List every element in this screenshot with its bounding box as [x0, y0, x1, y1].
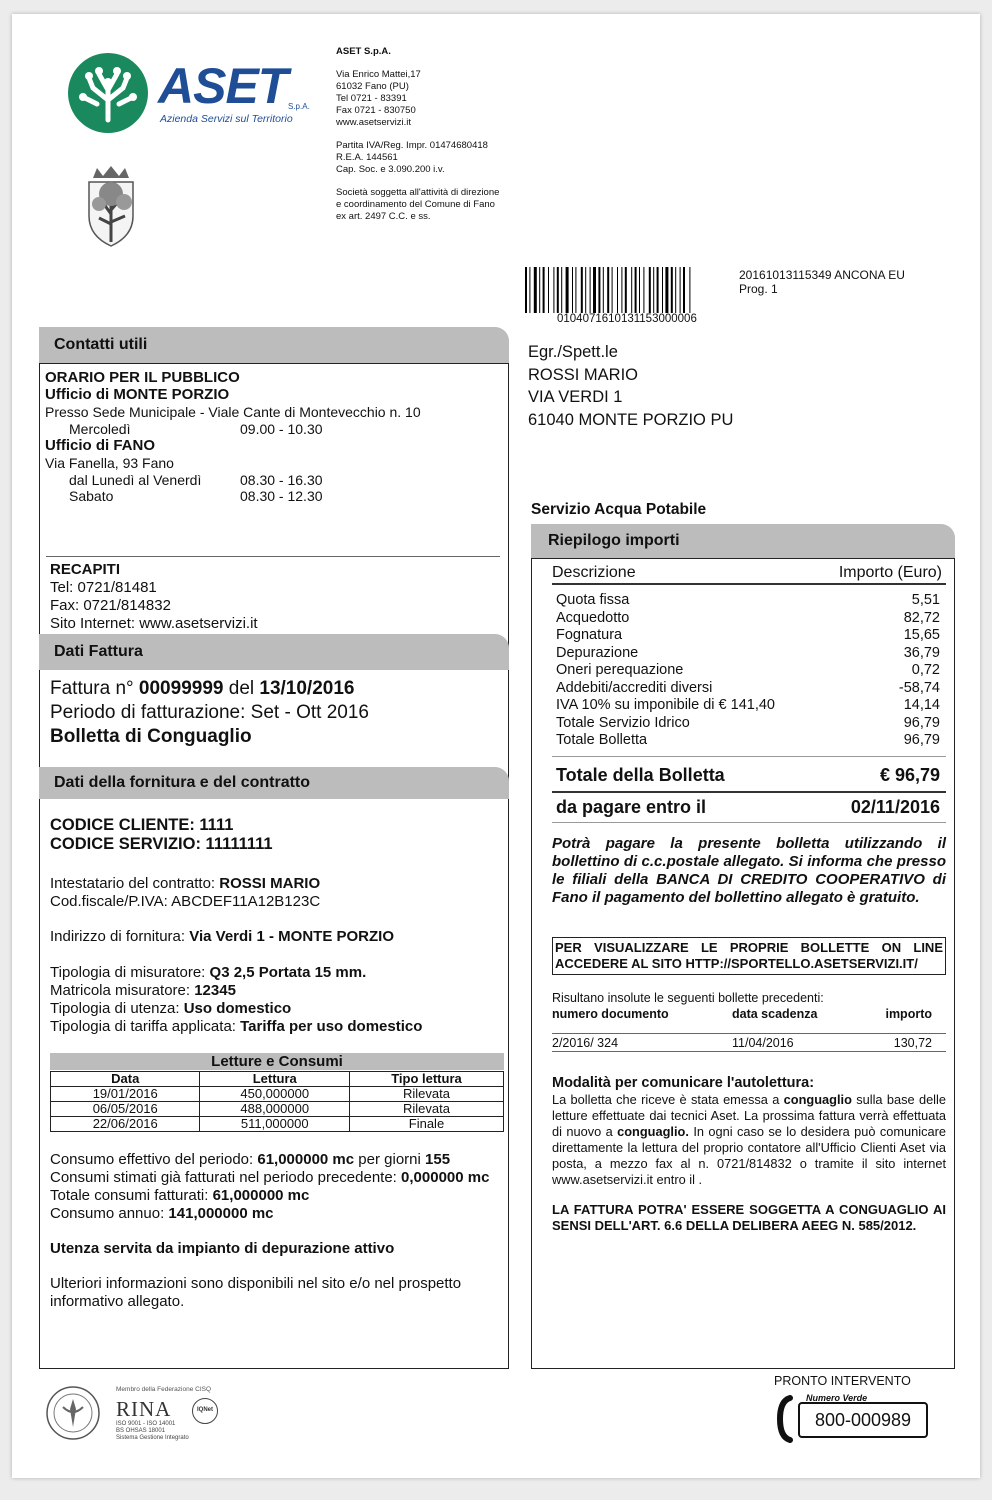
table-row	[552, 610, 946, 628]
fattura-header: Dati Fattura	[39, 634, 509, 670]
utenza-label: Tipologia di utenza:	[50, 1000, 180, 1017]
ufficio2-address: Via Fanella, 93 Fano	[45, 455, 174, 471]
recapiti-tel: Tel: 0721/81481	[50, 579, 157, 596]
ufficio2-time2: 08.30 - 12.30	[240, 488, 323, 504]
consumo-effettivo-value: 61,000000 mc	[257, 1151, 355, 1168]
utenza-value: Uso domestico	[183, 1000, 292, 1017]
tariffa-label: Tipologia di tariffa applicata:	[50, 1018, 236, 1035]
scadenza	[556, 796, 940, 818]
totals-divider	[552, 791, 946, 793]
letture-cell: 19/01/2016	[51, 1087, 200, 1102]
servizio-title: Servizio Acqua Potabile	[531, 501, 707, 518]
orario-title: ORARIO PER IL PUBBLICO	[45, 369, 240, 386]
fattura-line	[50, 677, 354, 700]
riepilogo-desc: Quota fissa	[556, 592, 630, 608]
totals-top-divider	[552, 756, 946, 757]
coat-of-arms-icon	[75, 164, 147, 250]
insolute-col-numero: numero documento	[552, 1007, 669, 1021]
consumi-totale	[50, 1187, 309, 1205]
consumi-stimati-label: Consumi stimati già fatturati nel periodo precedente:	[50, 1169, 397, 1186]
addressee-line2: ROSSI MARIO	[528, 365, 639, 384]
table-row	[552, 680, 946, 698]
recapiti-title: RECAPITI	[50, 561, 121, 578]
letture-cell: 22/06/2016	[51, 1117, 200, 1132]
ufficio-fano: Ufficio di FANO	[45, 437, 155, 454]
fornitura-header: Dati della fornitura e del contratto	[39, 767, 509, 799]
consumo-annuo-label: Consumo annuo:	[50, 1205, 165, 1222]
addressee-line1: Egr./Spett.le	[528, 343, 618, 361]
riepilogo-table-header	[552, 564, 946, 585]
misuratore	[50, 964, 366, 982]
company-fax: Fax 0721 - 830750	[336, 105, 416, 116]
consumo-effettivo-label: Consumo effettivo del periodo:	[50, 1151, 254, 1168]
riepilogo-desc: Acquedotto	[556, 609, 630, 626]
addressee-line3: VIA VERDI 1	[528, 388, 623, 406]
insolute-header	[552, 1007, 946, 1034]
riepilogo-desc: IVA 10% su imponibile di € 141,40	[556, 697, 775, 713]
pagamento-message: Potrà pagare la presente bolletta utilizzando il bollettino di c.c.postale allegato. Si informa che presso le filiali della BANCA DI CREDITO COOPERATIVO di Fano il pagamento del bollettino allegato è gratuito.	[552, 835, 946, 906]
ufficio-monte-porzio: Ufficio di MONTE PORZIO	[45, 386, 230, 403]
totale-bolletta	[556, 764, 940, 786]
consumo-giorni-value: 155	[425, 1151, 451, 1168]
indirizzo-value: Via Verdi 1 - MONTE PORZIO	[189, 928, 395, 945]
letture-cell: Finale	[349, 1117, 503, 1132]
numero-verde-label: Numero Verde	[806, 1393, 868, 1403]
company-soggetta3: ex art. 2497 C.C. e ss.	[336, 211, 431, 222]
insolute-col-scadenza: data scadenza	[732, 1007, 818, 1021]
letture-cell: 06/05/2016	[51, 1102, 200, 1117]
barcode-number: 01040716101311530000​06	[557, 313, 697, 325]
riepilogo-desc: Oneri perequazione	[556, 662, 684, 678]
company-tel: Tel 0721 - 83391	[336, 93, 407, 104]
fattura-prefix: Fattura n°	[50, 678, 134, 699]
insolute-intro: Risultano insolute le seguenti bollette precedenti:	[552, 991, 824, 1005]
indirizzo-fornitura	[50, 928, 394, 946]
riepilogo-importo: 15,65	[903, 627, 940, 643]
company-address2: 61032 Fano (PU)	[336, 81, 409, 92]
riepilogo-importo: -58,74	[898, 679, 940, 696]
company-info	[336, 46, 499, 234]
matricola	[50, 982, 236, 1000]
conguaglio-note: LA FATTURA POTRA' ESSERE SOGGETTA A CONGUAGLIO AI SENSI DELL'ART. 6.6 DELLA DELIBERA AEEG N. 585/2012.	[552, 1202, 946, 1233]
company-web: www.asetservizi.it	[336, 117, 411, 128]
company-soggetta1: Società soggetta all'attività di direzione	[336, 187, 500, 198]
fattura-data: 13/10/2016	[259, 678, 355, 699]
misuratore-value: Q3 2,5 Portata 15 mm.	[209, 964, 367, 981]
table-row	[552, 592, 946, 610]
letture-col-data: Data	[51, 1072, 200, 1087]
letture-table	[50, 1071, 504, 1132]
contatti-header: Contatti utili	[39, 327, 509, 363]
consumi-totale-value: 61,000000 mc	[212, 1187, 310, 1204]
riepilogo-desc: Addebiti/accrediti diversi	[556, 679, 713, 696]
ufficio1-time: 09.00 - 10.30	[240, 421, 323, 437]
matricola-label: Matricola misuratore:	[50, 982, 191, 999]
letture-cell: 511,000000	[200, 1117, 349, 1132]
barcode-bars	[525, 267, 735, 313]
table-row	[552, 697, 946, 715]
addressee-line4: 61040 MONTE PORZIO PU	[528, 410, 734, 429]
letture-header-row	[51, 1072, 504, 1087]
rina-logo-text: RINA	[116, 1397, 172, 1421]
consumi-stimati	[50, 1169, 489, 1187]
codfiscale: Cod.fiscale/P.IVA: ABCDEF11A12B123C	[50, 893, 321, 910]
company-name: ASET S.p.A.	[336, 46, 391, 57]
riepilogo-importo: 36,79	[903, 644, 940, 661]
iso-line-3: Sistema Gestione Integrato	[116, 1435, 189, 1441]
company-capsoc: Cap. Soc. e 3.090.200 i.v.	[336, 164, 445, 175]
autolettura-title: Modalità per comunicare l'autolettura:	[552, 1075, 815, 1091]
company-soggetta2: e coordinamento del Comune di Fano	[336, 199, 495, 210]
intestatario-label: Intestatario del contratto:	[50, 875, 216, 892]
autolettura-text-1: La bolletta che riceve è stata emessa a	[552, 1092, 780, 1107]
ufficio1-address: Presso Sede Municipale - Viale Cante di Montevecchio n. 10	[45, 404, 421, 420]
autolettura-text-2: sulla base delle letture effettuate dai tecnici Aset. La prossima fattura verrà effettuata di nuovo a	[552, 1092, 946, 1139]
consumi-stimati-value: 0,000000 mc	[401, 1169, 490, 1186]
logo-spa: S.p.A.	[288, 102, 310, 111]
insolute-col-importo: importo	[885, 1007, 932, 1021]
logo-wordmark: ASET	[158, 58, 288, 114]
document-code	[739, 268, 905, 296]
doc-prog: Prog. 1	[739, 282, 778, 296]
misuratore-label: Tipologia di misuratore:	[50, 964, 206, 981]
riepilogo-col-descrizione: Descrizione	[552, 564, 636, 581]
tariffa	[50, 1018, 422, 1036]
numero-verde-box[interactable]: 800-000989	[798, 1402, 928, 1438]
riepilogo-importo: 96,79	[903, 732, 940, 748]
ufficio2-day1: dal Lunedì al Venerdì	[69, 472, 202, 488]
fattura-periodo: Periodo di fatturazione: Set - Ott 2016	[50, 702, 369, 723]
logo-tagline: Azienda Servizi sul Territorio	[160, 113, 293, 125]
ufficio2-time1: 08.30 - 16.30	[240, 472, 323, 488]
letture-cell: 450,000000	[200, 1087, 349, 1102]
barcode	[525, 267, 735, 318]
scadenza-value: 02/11/2016	[850, 797, 940, 817]
riepilogo-importo: 82,72	[903, 609, 940, 626]
codice-servizio: CODICE SERVIZIO: 11111111	[50, 835, 273, 853]
riepilogo-desc: Fognatura	[556, 627, 623, 643]
totale-bolletta-label: Totale della Bolletta	[556, 765, 725, 785]
consumo-annuo	[50, 1205, 274, 1223]
invoice-page	[12, 14, 980, 1478]
table-row	[552, 732, 946, 750]
indirizzo-label: Indirizzo di fornitura:	[50, 928, 186, 945]
ulteriori-info-2: informativo allegato.	[50, 1293, 185, 1310]
phone-handset-icon	[776, 1395, 796, 1443]
codice-cliente: CODICE CLIENTE: 1111	[50, 816, 234, 834]
autolettura-bold-1: conguaglio	[783, 1092, 852, 1107]
riepilogo-header: Riepilogo importi	[531, 524, 955, 558]
table-row	[51, 1117, 504, 1132]
letture-cell: Rilevata	[349, 1087, 503, 1102]
bollette-insolute	[552, 991, 946, 1052]
consumi-totale-label: Totale consumi fatturati:	[50, 1187, 209, 1204]
recapiti-divider	[46, 556, 500, 557]
riepilogo-importo: 5,51	[911, 592, 940, 608]
riepilogo-importo: 14,14	[903, 697, 940, 713]
table-row	[51, 1087, 504, 1102]
table-row	[552, 645, 946, 663]
intestatario-value: ROSSI MARIO	[219, 875, 321, 892]
matricola-value: 12345	[194, 982, 236, 999]
scadenza-label: da pagare entro il	[556, 797, 707, 817]
totals-bottom-divider	[552, 822, 946, 823]
ufficio2-day2: Sabato	[69, 488, 114, 504]
table-row	[552, 627, 946, 645]
riepilogo-desc: Totale Servizio Idrico	[556, 714, 690, 731]
fattura-numero: 00099999	[138, 678, 224, 699]
iso-line-2: BS OHSAS 18001	[116, 1428, 166, 1434]
pronto-intervento: PRONTO INTERVENTO	[774, 1374, 911, 1388]
letture-col-lettura: Lettura	[200, 1072, 349, 1087]
riepilogo-desc: Depurazione	[556, 644, 639, 661]
table-row	[552, 662, 946, 680]
company-address1: Via Enrico Mattei,17	[336, 69, 421, 80]
riepilogo-col-importo: Importo (Euro)	[838, 564, 942, 581]
iso-certifications	[116, 1421, 189, 1442]
riepilogo-importo: 96,79	[903, 714, 940, 731]
consumo-annuo-value: 141,000000 mc	[168, 1205, 274, 1222]
certification-seal-icon	[45, 1385, 101, 1441]
ulteriori-info-1: Ulteriori informazioni sono disponibili nel sito e/o nel prospetto	[50, 1275, 462, 1292]
consumo-giorni-label: per giorni	[358, 1151, 421, 1168]
riepilogo-importo: 0,72	[911, 662, 940, 678]
online-bollette-box: PER VISUALIZZARE LE PROPRIE BOLLETTE ON LINE ACCEDERE AL SITO HTTP://SPORTELLO.ASETSERVIZI.IT/	[552, 937, 946, 975]
addressee	[528, 341, 733, 431]
letture-cell: Rilevata	[349, 1102, 503, 1117]
intestatario	[50, 875, 320, 893]
consumo-effettivo	[50, 1151, 450, 1169]
recapiti-fax: Fax: 0721/814832	[50, 597, 171, 614]
federazione-text: Membro della Federazione CISQ	[116, 1386, 212, 1393]
autolettura-text-3: In ogni caso se lo desidera può comunicare direttamente la lettura del proprio contatore all'Ufficio Clienti Aset via posta, a mezzo fax al n. 0721/814832 o tramite il sito internet www.asetservizi.it entro il .	[552, 1124, 946, 1187]
company-piva: Partita IVA/Reg. Impr. 01474680418	[336, 140, 488, 151]
table-row	[552, 1036, 946, 1052]
autolettura-bold-2: conguaglio.	[617, 1124, 689, 1139]
ufficio1-day: Mercoledì	[69, 421, 131, 437]
company-rea: R.E.A. 144561	[336, 152, 398, 163]
letture-title: Letture e Consumi	[50, 1053, 504, 1070]
table-row	[552, 715, 946, 733]
fattura-del: del	[228, 678, 255, 699]
insolute-scadenza: 11/04/2016	[732, 1036, 794, 1050]
insolute-numero: 2/2016/ 324	[552, 1036, 619, 1050]
aset-tree-logo-icon	[67, 52, 149, 134]
insolute-importo: 130,72	[893, 1036, 932, 1050]
fattura-tipo: Bolletta di Conguaglio	[50, 726, 252, 747]
totale-bolletta-value: € 96,79	[879, 765, 940, 785]
riepilogo-desc: Totale Bolletta	[556, 732, 648, 748]
letture-cell: 488,000000	[200, 1102, 349, 1117]
table-row	[51, 1102, 504, 1117]
utenza	[50, 1000, 291, 1018]
recapiti-sito: Sito Internet: www.asetservizi.it	[50, 615, 258, 632]
letture-col-tipo: Tipo lettura	[349, 1072, 503, 1087]
iso-line-1: ISO 9001 - ISO 14001	[116, 1421, 176, 1427]
depurazione-note: Utenza servita da impianto di depurazione attivo	[50, 1240, 395, 1257]
autolettura-text	[552, 1092, 946, 1188]
tariffa-value: Tariffa per uso domestico	[240, 1018, 423, 1035]
autolettura-section	[552, 1074, 946, 1188]
doc-code-line: 20161013115349 ANCONA EU	[739, 268, 905, 282]
iqnet-logo: IQNet	[192, 1398, 218, 1424]
riepilogo-table	[552, 564, 946, 750]
